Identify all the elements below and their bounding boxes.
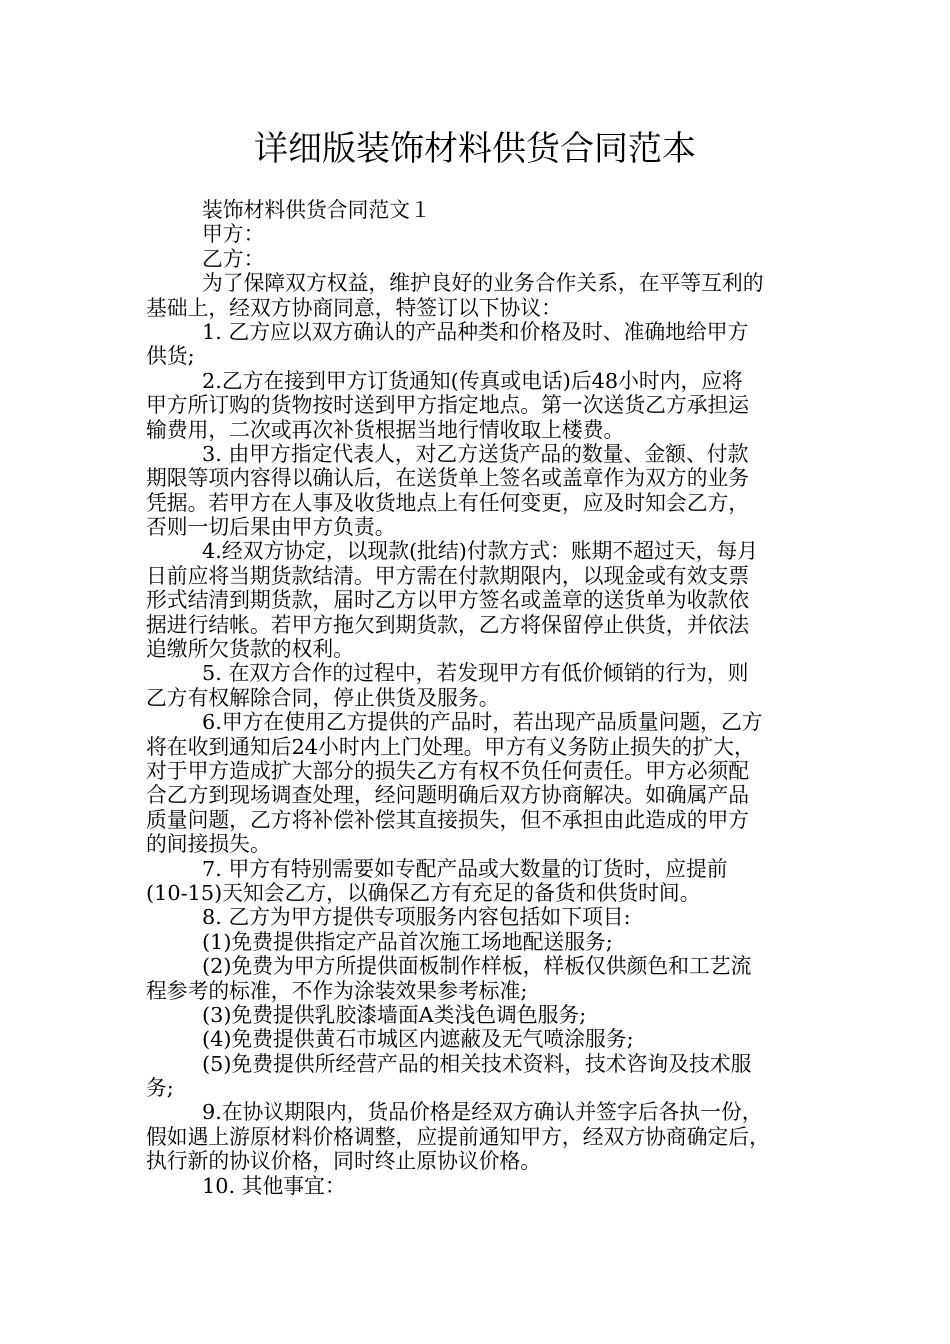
body-line: 将在收到通知后24小时内上门处理。甲方有义务防止损失的扩大， — [146, 734, 755, 759]
body-line: (2)免费为甲方所提供面板制作样板，样板仅供颜色和工艺流 — [202, 954, 752, 979]
document-title: 详细版装饰材料供货合同范本 — [254, 129, 696, 169]
body-line: 3. 由甲方指定代表人，对乙方送货产品的数量、金额、付款 — [202, 441, 749, 466]
body-line: 假如遇上游原材料价格调整，应提前通知甲方，经双方协商确定后， — [146, 1124, 770, 1149]
document-body — [146, 198, 810, 1198]
body-line: 据进行结帐。若甲方拖欠到期货款，乙方将保留停止供货，并依法 — [146, 612, 750, 637]
body-line: 质量问题，乙方将补偿补偿其直接损失，但不承担由此造成的甲方 — [146, 807, 750, 832]
body-line: 形式结清到期货款，届时乙方以甲方签名或盖章的送货单为收款依 — [146, 588, 750, 613]
body-line: (1)免费提供指定产品首次施工场地配送服务; — [202, 929, 613, 954]
body-line: 7. 甲方有特别需要如专配产品或大数量的订货时，应提前 — [202, 856, 728, 881]
body-line: 基础上，经双方协商同意，特签订以下协议： — [146, 295, 562, 320]
body-line: (3)免费提供乳胶漆墙面A类浅色调色服务; — [202, 1002, 587, 1027]
body-line: 乙方有权解除合同，停止供货及服务。 — [146, 685, 500, 710]
body-line: 执行新的协议价格，同时终止原协议价格。 — [146, 1149, 542, 1174]
body-line: 务; — [146, 1076, 174, 1101]
body-line: (5)免费提供所经营产品的相关技术资料，技术咨询及技术服 — [202, 1051, 752, 1076]
body-line: 9.在协议期限内，货品价格是经双方确认并签字后各执一份， — [202, 1100, 763, 1125]
body-line: 8. 乙方为甲方提供专项服务内容包括如下项目: — [202, 905, 631, 930]
body-line: (4)免费提供黄石市城区内遮蔽及无气喷涂服务; — [202, 1027, 634, 1052]
body-line: 输费用，二次或再次补货根据当地行情收取上楼费。 — [146, 417, 625, 442]
body-line: (10-15)天知会乙方，以确保乙方有充足的备货和供货时间。 — [146, 880, 701, 905]
body-line: 甲方所订购的货物按时送到甲方指定地点。第一次送货乙方承担运 — [146, 393, 750, 418]
body-line: 供货; — [146, 344, 195, 369]
body-line: 装饰材料供货合同范文１ — [202, 198, 431, 222]
body-line: 1. 乙方应以双方确认的产品种类和价格及时、准确地给甲方 — [202, 319, 749, 344]
body-line: 日前应将当期货款结清。甲方需在付款期限内，以现金或有效支票 — [146, 563, 750, 588]
body-line: 6.甲方在使用乙方提供的产品时，若出现产品质量问题，乙方 — [202, 710, 763, 735]
body-line: 4.经双方协定，以现款(批结)付款方式：账期不超过天，每月 — [202, 539, 758, 564]
body-line: 凭据。若甲方在人事及收货地点上有任何变更，应及时知会乙方， — [146, 490, 750, 515]
body-line: 为了保障双方权益，维护良好的业务合作关系，在平等互利的 — [202, 271, 764, 296]
body-line: 合乙方到现场调查处理，经问题明确后双方协商解决。如确属产品 — [146, 783, 750, 808]
body-line: 5. 在双方合作的过程中，若发现甲方有低价倾销的行为，则 — [202, 661, 749, 686]
body-line: 乙方： — [202, 246, 265, 271]
body-line: 对于甲方造成扩大部分的损失乙方有权不负任何责任。甲方必须配 — [146, 758, 750, 783]
body-line: 否则一切后果由甲方负责。 — [146, 515, 396, 540]
body-line: 期限等项内容得以确认后，在送货单上签名或盖章作为双方的业务 — [146, 466, 750, 491]
body-line: 2.乙方在接到甲方订货通知(传真或电话)后48小时内，应将 — [202, 368, 743, 393]
body-line: 甲方： — [202, 222, 265, 247]
body-line: 追缴所欠货款的权利。 — [146, 637, 354, 662]
body-line: 的间接损失。 — [146, 832, 271, 857]
body-line: 10. 其他事宜： — [202, 1173, 346, 1198]
body-line: 程参考的标准，不作为涂装效果参考标准; — [146, 978, 528, 1003]
